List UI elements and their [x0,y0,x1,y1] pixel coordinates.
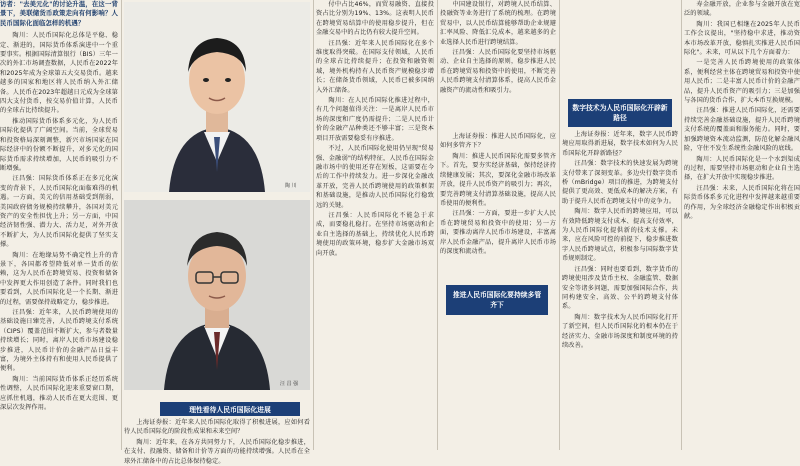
paragraph: 汪昌强：未来，人民币国际化将在国际货币体系多元化进程中发挥越来越重要的作用，为全球经济金融稳定作出积极贡献。 [684,184,800,220]
paragraph: 陶川：推进人民币国际化需要多管齐下。首先，要夯实经济基础，保持经济持续健康发展；其次，要深化金融市场改革开放，提升人民币资产的吸引力；再次，要完善跨境支付清算基础设施，提高人民币使用的便利性。 [440,152,556,207]
paragraph: 汪昌强：推进人民币国际化，还需要持续完善金融基础设施，提升人民币跨境支付系统的覆盖面和服务能力。同时，要加强跨境资本流动监测，防范化解金融风险，守住不发生系统性金融风险的底线。 [684,107,800,153]
interview-question-lead: 访者："去美元化"的讨论升温，在这一背景下，美联储货币政策走向有何影响？人民币国际化面临怎样的机遇？ [0,0,118,27]
column-divider [681,0,682,450]
paragraph: 陶川：当前国际货币体系正经历系统性调整，人民币国际化迎来重要窗口期，应抓住机遇，推动人民币在更大范围、更深层次发挥作用。 [0,375,118,412]
portrait-photo-tao-chuan [124,2,310,192]
paragraph: 中国建设银行，对跨境人民币结算、投融资等业务进行了系统的梳理。在跨境贸易中，以人民币结算能够帮助企业规避汇率风险、降低汇兑成本，越来越多的企业选择人民币进行跨境结算。 [440,1,556,46]
paragraph: 陶川：数字人民币的跨境应用，可以有效降低跨境支付成本、提高支付效率，为人民币国际化提供新的技术支撑。未来，应在风险可控的前提下，稳步推进数字人民币跨境试点，积极参与国际数字货币规则制定。 [562,208,678,263]
portrait-illustration [124,200,310,390]
paragraph: 寿金融开放，企业参与金融开放在宽泛的领域。 [684,1,800,18]
paragraph: 陶川：在地缘局势不确定性上升的背景下，各国都希望降低对单一货币的依赖，这为人民币在跨境贸易、投资和储备中发挥更大作用创造了条件。同时我们也要看到，人民币国际化是一个长期、渐进的过程，需要保持战略定力，稳步推进。 [0,251,118,306]
paragraph: 汪昌强：数字技术的快速发展为跨境支付带来了深刻变革。多边央行数字货币桥（mBridge）项目的推进，为跨境支付提供了更高效、更低成本的解决方案，有助于提升人民币在跨境支付中的竞争力。 [562,160,678,205]
paragraph: 一是完善人民币跨境使用的政策体系，便利经营主体在跨境贸易和投资中使用人民币；二是丰富人民币计价的金融产品，提升人民币资产的吸引力；三是加强与各国的货币合作，扩大本币互换规模。 [684,59,800,105]
column-divider [559,0,560,450]
portrait-photo-wang-changqiang [124,200,310,390]
column-divider [437,0,438,450]
paragraph: 陶川：近年来，在各方共同努力下，人民币国际化稳步推进，在支付、投融资、储备和计价等方面的功能持续增强。人民币在全球外汇储备中的占比总体保持稳定。 [124,438,310,465]
column-6 [562,0,678,450]
portrait-illustration [124,2,310,192]
section-heading-banner: 理性看待人民币国际化进展 [160,402,300,416]
paragraph: 汪昌强：人民币国际化不能急于求成，而要稳扎稳打。在坚持市场驱动和企业自主选择的基础上，持续优化人民币跨境使用的政策环境，稳步扩大金融市场双向开放。 [316,211,434,257]
column-5 [440,0,556,450]
column-3-bottom [124,418,310,465]
paragraph: 汪昌强：人民币国际化要坚持市场驱动、企业自主选择的原则，稳步推进人民币在跨境贸易和投资中的使用，不断完善人民币跨境支付清算体系，提高人民币金融资产的流动性和吸引力。 [440,49,556,94]
column-7 [684,0,800,450]
paragraph: 上海证券报：近年来人民币国际化取得了积极进展，应如何看待人民币国际化的阶段性成果和未来空间？ [124,419,310,436]
paragraph: 推动国际货币体系多元化，为人民币国际化提供了广阔空间。当前，全球贸易和投资格局深刻调整，新兴市场国家在国际经济中的份额不断提升，对多元化的国际货币需求持续增加，人民币的吸引力不断增强。 [0,117,118,172]
paragraph: 陶川：人民币国际化是一个水到渠成的过程，需要坚持市场驱动和企业自主选择，在扩大开放中实现稳步推进。 [684,155,800,182]
section-heading-banner: 数字技术为人民币国际化开辟新路径 [568,99,672,127]
paragraph: 付中占比46%，而贸易融资、直接投资占比分别为19%、13%。这表明人民币在跨境贸易结算中的使用稳步提升，但在金融交易中的占比仍有较大提升空间。 [316,1,434,37]
column-4 [316,0,434,450]
paragraph: 不过，人民币国际化使用仍呈现"贸易强、金融弱"的结构特征，人民币在国际金融市场中的使用还存在短板，这需要在今后的工作中持续发力。进一步深化金融改革开放，完善人民币跨境使用的政策框架和基础设施，是推动人民币国际化行稳致远的关键。 [316,145,434,209]
paragraph: 陶川：在人民币国际化推进过程中，有几个问题值得关注：一是离岸人民币市场的深度和广度仍需提升；二是人民币计价的金融产品种类还不够丰富；三是资本项目开放需要稳妥有序推进。 [316,97,434,142]
paragraph: 汪昌强：国际货币体系正在多元化演变的背景下，人民币国际化面临难得的机遇。一方面，美元的信用基础受到削弱，美国政府债务规模持续攀升，各国对美元资产的安全性担忧上升；另一方面，中国经济韧性强、潜力大、活力足，对外开放不断扩大，为人民币国际化提供了坚实支撑。 [0,175,118,249]
photo-caption: 陶 川 [285,183,297,189]
column-divider [313,0,314,450]
column-1 [0,0,118,450]
section-heading-banner: 推进人民币国际化要持续多管齐下 [446,285,548,315]
paragraph: 陶川：我国已相继在2025年人民币工作会议提出，"坚持稳中求进，推动资本市场改革开放，稳慎扎实推进人民币国际化"。未来，可从以下几个方面着力： [684,20,800,57]
photo-caption: 汪 昌 强 [280,381,299,387]
paragraph: 上海证券报：近年来，数字人民币跨境应用取得新进展，数字技术如何为人民币国际化开辟新路径？ [562,131,678,157]
paragraph: 陶川：数字技术为人民币国际化打开了新空间，但人民币国际化的根本仍在于经济实力、金融市场深度和制度环境的持续改善。 [562,313,678,349]
paragraph: 汪昌强：近年来人民币国际化在多个维度取得突破。在国际支付领域，人民币的全球占比持续提升；在投资和融资领域，境外机构持有人民币资产规模稳步增长；在储备货币领域，人民币已被多国纳入外汇储备。 [316,39,434,94]
paragraph: 上海证券报：推进人民币国际化，应如何多管齐下？ [440,133,556,150]
paragraph: 汪昌强：同时也要看到，数字货币的跨境使用涉及货币主权、金融监管、数据安全等诸多问题，需要加强国际合作，共同构建安全、高效、公平的跨境支付体系。 [562,265,678,311]
column-divider [121,0,122,450]
paragraph: 汪昌强：一方面，要进一步扩大人民币在跨境贸易和投资中的使用；另一方面，要推动离岸人民币市场建设，丰富离岸人民币金融产品，提升离岸人民币市场的深度和流动性。 [440,210,556,255]
paragraph: 陶川：人民币国际化总体是平稳、稳定、渐进的，国际货币体系演进中一个重要事实。根据国际清算银行（BIS）三年一次的外汇市场调查数据，人民币在2022年和2025年成为全球第五大交易货币。越来越多的国家和地区将人民币纳入外汇储备。人民币在2023年超越日元成为全球第四大支付货币，按交易价值计算，人民币的全球占比持续提升。 [0,32,118,115]
paragraph: 汪昌强：近年来，人民币跨境使用的基础设施日臻完善，人民币跨境支付系统（CIPS）覆盖范围不断扩大，参与者数量持续增长；同时，离岸人民币市场建设稳步推进，人民币计价的金融产品日益丰富，为境外主体持有和使用人民币提供了便利。 [0,309,118,373]
